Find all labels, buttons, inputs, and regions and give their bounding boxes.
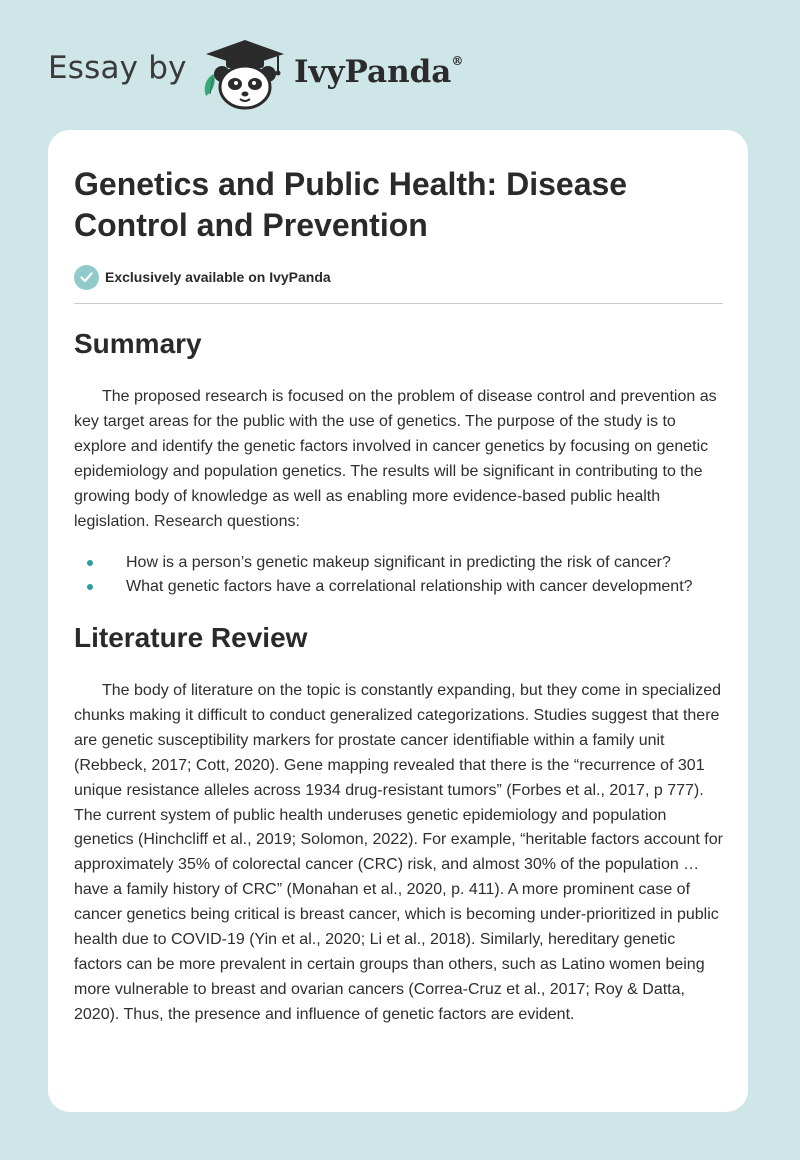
check-icon	[74, 265, 99, 290]
research-questions-list	[74, 551, 734, 599]
list-item-text: How is a person’s genetic makeup significant in predicting the risk of cancer?	[126, 554, 671, 571]
bullet-icon	[87, 560, 93, 566]
site-header	[0, 0, 800, 130]
essay-card	[48, 130, 748, 1112]
list-item	[74, 551, 734, 575]
essay-by-label: Essay by	[48, 50, 187, 86]
literature-review-heading: Literature Review	[74, 622, 308, 653]
trademark-symbol: ®	[451, 53, 464, 68]
exclusive-badge-label: Exclusively available on IvyPanda	[105, 269, 331, 285]
literature-review-paragraph: The body of literature on the topic is constantly expanding, but they come in specialized chunks making it difficult to conduct generalized categorizations. Studies suggest that there are genetic susceptibility markers for prostate cancer identifiable within a family unit (Rebbeck, 2017; Cott, 2020). Gene mapping revealed that there is the “recurrence of 301 unique resistance alleles across 1934 drug-resistant tumors” (Forbes et al., 2017, p 777). The current system of public health underuses genetic epidemiology and population genetics (Hinchcliff et al., 2019; Solomon, 2022). For example, “heritable factors account for approximately 35% of colorectal cancer (CRC) risk, and almost 30% of the population … have a family history of CRC” (Monahan et al., 2020, p. 411). A more prominent case of cancer genetics being critical is breast cancer, which is becoming under-prioritized in public health due to COVID-19 (Yin et al., 2020; Li et al., 2018). Similarly, hereditary genetic factors can be more prevalent in certain groups than others, such as Latino women being more vulnerable to breast and ovarian cancers (Correa-Cruz et al., 2017; Roy & Datta, 2020). Thus, the presence and influence of genetic factors are evident.	[74, 682, 723, 1023]
list-item	[74, 575, 734, 599]
summary-heading: Summary	[74, 328, 202, 359]
page-title: Genetics and Public Health: Disease Control and Prevention	[74, 166, 628, 243]
panda-logo-icon[interactable]	[200, 34, 290, 110]
brand-name[interactable]	[294, 54, 463, 90]
brand-name-text: IvyPanda	[294, 54, 452, 90]
exclusive-badge	[74, 264, 331, 290]
bullet-icon	[87, 584, 93, 590]
summary-paragraph: The proposed research is focused on the problem of disease control and prevention as key target areas for the public with the use of genetics. The purpose of the study is to explore and identify the genetic factors involved in cancer genetics by focusing on genetic epidemiology and population genetics. The results will be significant in contributing to the growing body of knowledge as well as enabling more evidence-based public health legislation. Research questions:	[74, 388, 717, 530]
list-item-text: What genetic factors have a correlational relationship with cancer development?	[126, 578, 693, 595]
divider	[74, 303, 723, 304]
